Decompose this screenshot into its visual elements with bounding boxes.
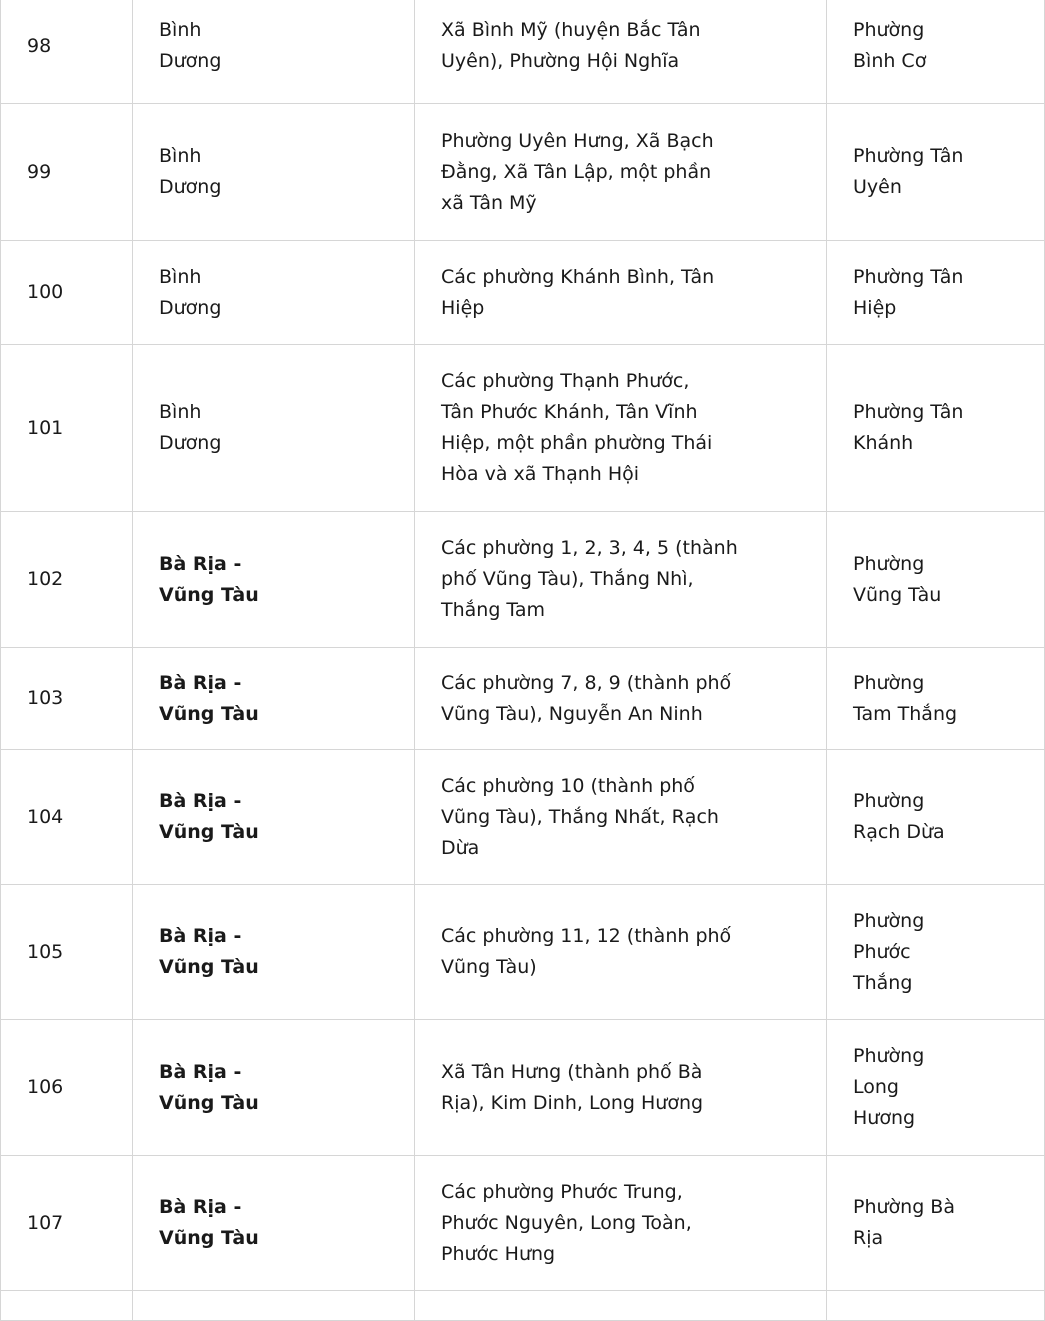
row-number: 107 — [1, 1156, 133, 1291]
old-units-cell: Các phường 11, 12 (thành phố Vũng Tàu) — [415, 885, 827, 1020]
old-units-cell: Các phường 10 (thành phố Vũng Tàu), Thắng Nhất, Rạch Dừa — [415, 750, 827, 885]
table-row — [1, 1156, 1045, 1291]
table-row — [1, 512, 1045, 648]
new-unit-cell: Phường Bình Cơ — [827, 0, 1045, 104]
new-unit-cell: Phường Tam Thắng — [827, 648, 1045, 750]
province-cell: Bình Dương — [133, 241, 415, 345]
new-unit-cell: Phường Long Hương — [827, 1020, 1045, 1156]
row-number: 102 — [1, 512, 133, 648]
table-row — [1, 1291, 1045, 1321]
province-cell: Bà Rịa - Vũng Tàu — [133, 648, 415, 750]
province-cell: Bà Rịa - Vũng Tàu — [133, 1156, 415, 1291]
new-unit-cell: Phường Phước Thắng — [827, 885, 1045, 1020]
province-cell: Bình Dương — [133, 104, 415, 241]
table-row — [1, 885, 1045, 1020]
old-units-cell: Các phường 7, 8, 9 (thành phố Vũng Tàu), Nguyễn An Ninh — [415, 648, 827, 750]
row-number: 105 — [1, 885, 133, 1020]
province-cell: Bà Rịa - Vũng Tàu — [133, 512, 415, 648]
row-number: 106 — [1, 1020, 133, 1156]
old-units-cell: Các phường Khánh Bình, Tân Hiệp — [415, 241, 827, 345]
row-number: 99 — [1, 104, 133, 241]
new-unit-cell: Phường Tân Khánh — [827, 345, 1045, 512]
new-unit-cell: Phường Tân Hiệp — [827, 241, 1045, 345]
row-number: 98 — [1, 0, 133, 104]
new-unit-cell: Phường Rạch Dừa — [827, 750, 1045, 885]
old-units-cell: Xã Bình Mỹ (huyện Bắc Tân Uyên), Phường Hội Nghĩa — [415, 0, 827, 104]
row-number: 101 — [1, 345, 133, 512]
table-row — [1, 104, 1045, 241]
province-cell: Bà Rịa - Vũng Tàu — [133, 750, 415, 885]
table-row — [1, 750, 1045, 885]
row-number: 100 — [1, 241, 133, 345]
new-unit-cell: Phường Bà Rịa — [827, 1156, 1045, 1291]
table-row — [1, 1020, 1045, 1156]
table-row — [1, 648, 1045, 750]
old-units-cell: Phường Uyên Hưng, Xã Bạch Đằng, Xã Tân Lập, một phần xã Tân Mỹ — [415, 104, 827, 241]
old-units-cell: Các phường Phước Trung, Phước Nguyên, Long Toàn, Phước Hưng — [415, 1156, 827, 1291]
province-cell: Bà Rịa - Vũng Tàu — [133, 885, 415, 1020]
row-number: 103 — [1, 648, 133, 750]
province-cell: Bà Rịa - Vũng Tàu — [133, 1020, 415, 1156]
province-cell: Bình Dương — [133, 345, 415, 512]
new-unit-cell: Phường Tân Uyên — [827, 104, 1045, 241]
empty-cell — [415, 1291, 827, 1321]
table-row — [1, 241, 1045, 345]
table-row — [1, 345, 1045, 512]
row-number: 104 — [1, 750, 133, 885]
empty-cell — [827, 1291, 1045, 1321]
province-cell: Bình Dương — [133, 0, 415, 104]
empty-cell — [1, 1291, 133, 1321]
old-units-cell: Xã Tân Hưng (thành phố Bà Rịa), Kim Dinh, Long Hương — [415, 1020, 827, 1156]
new-unit-cell: Phường Vũng Tàu — [827, 512, 1045, 648]
empty-cell — [133, 1291, 415, 1321]
old-units-cell: Các phường 1, 2, 3, 4, 5 (thành phố Vũng Tàu), Thắng Nhì, Thắng Tam — [415, 512, 827, 648]
old-units-cell: Các phường Thạnh Phước, Tân Phước Khánh, Tân Vĩnh Hiệp, một phần phường Thái Hòa và xã Thạnh Hội — [415, 345, 827, 512]
table-row — [1, 0, 1045, 104]
